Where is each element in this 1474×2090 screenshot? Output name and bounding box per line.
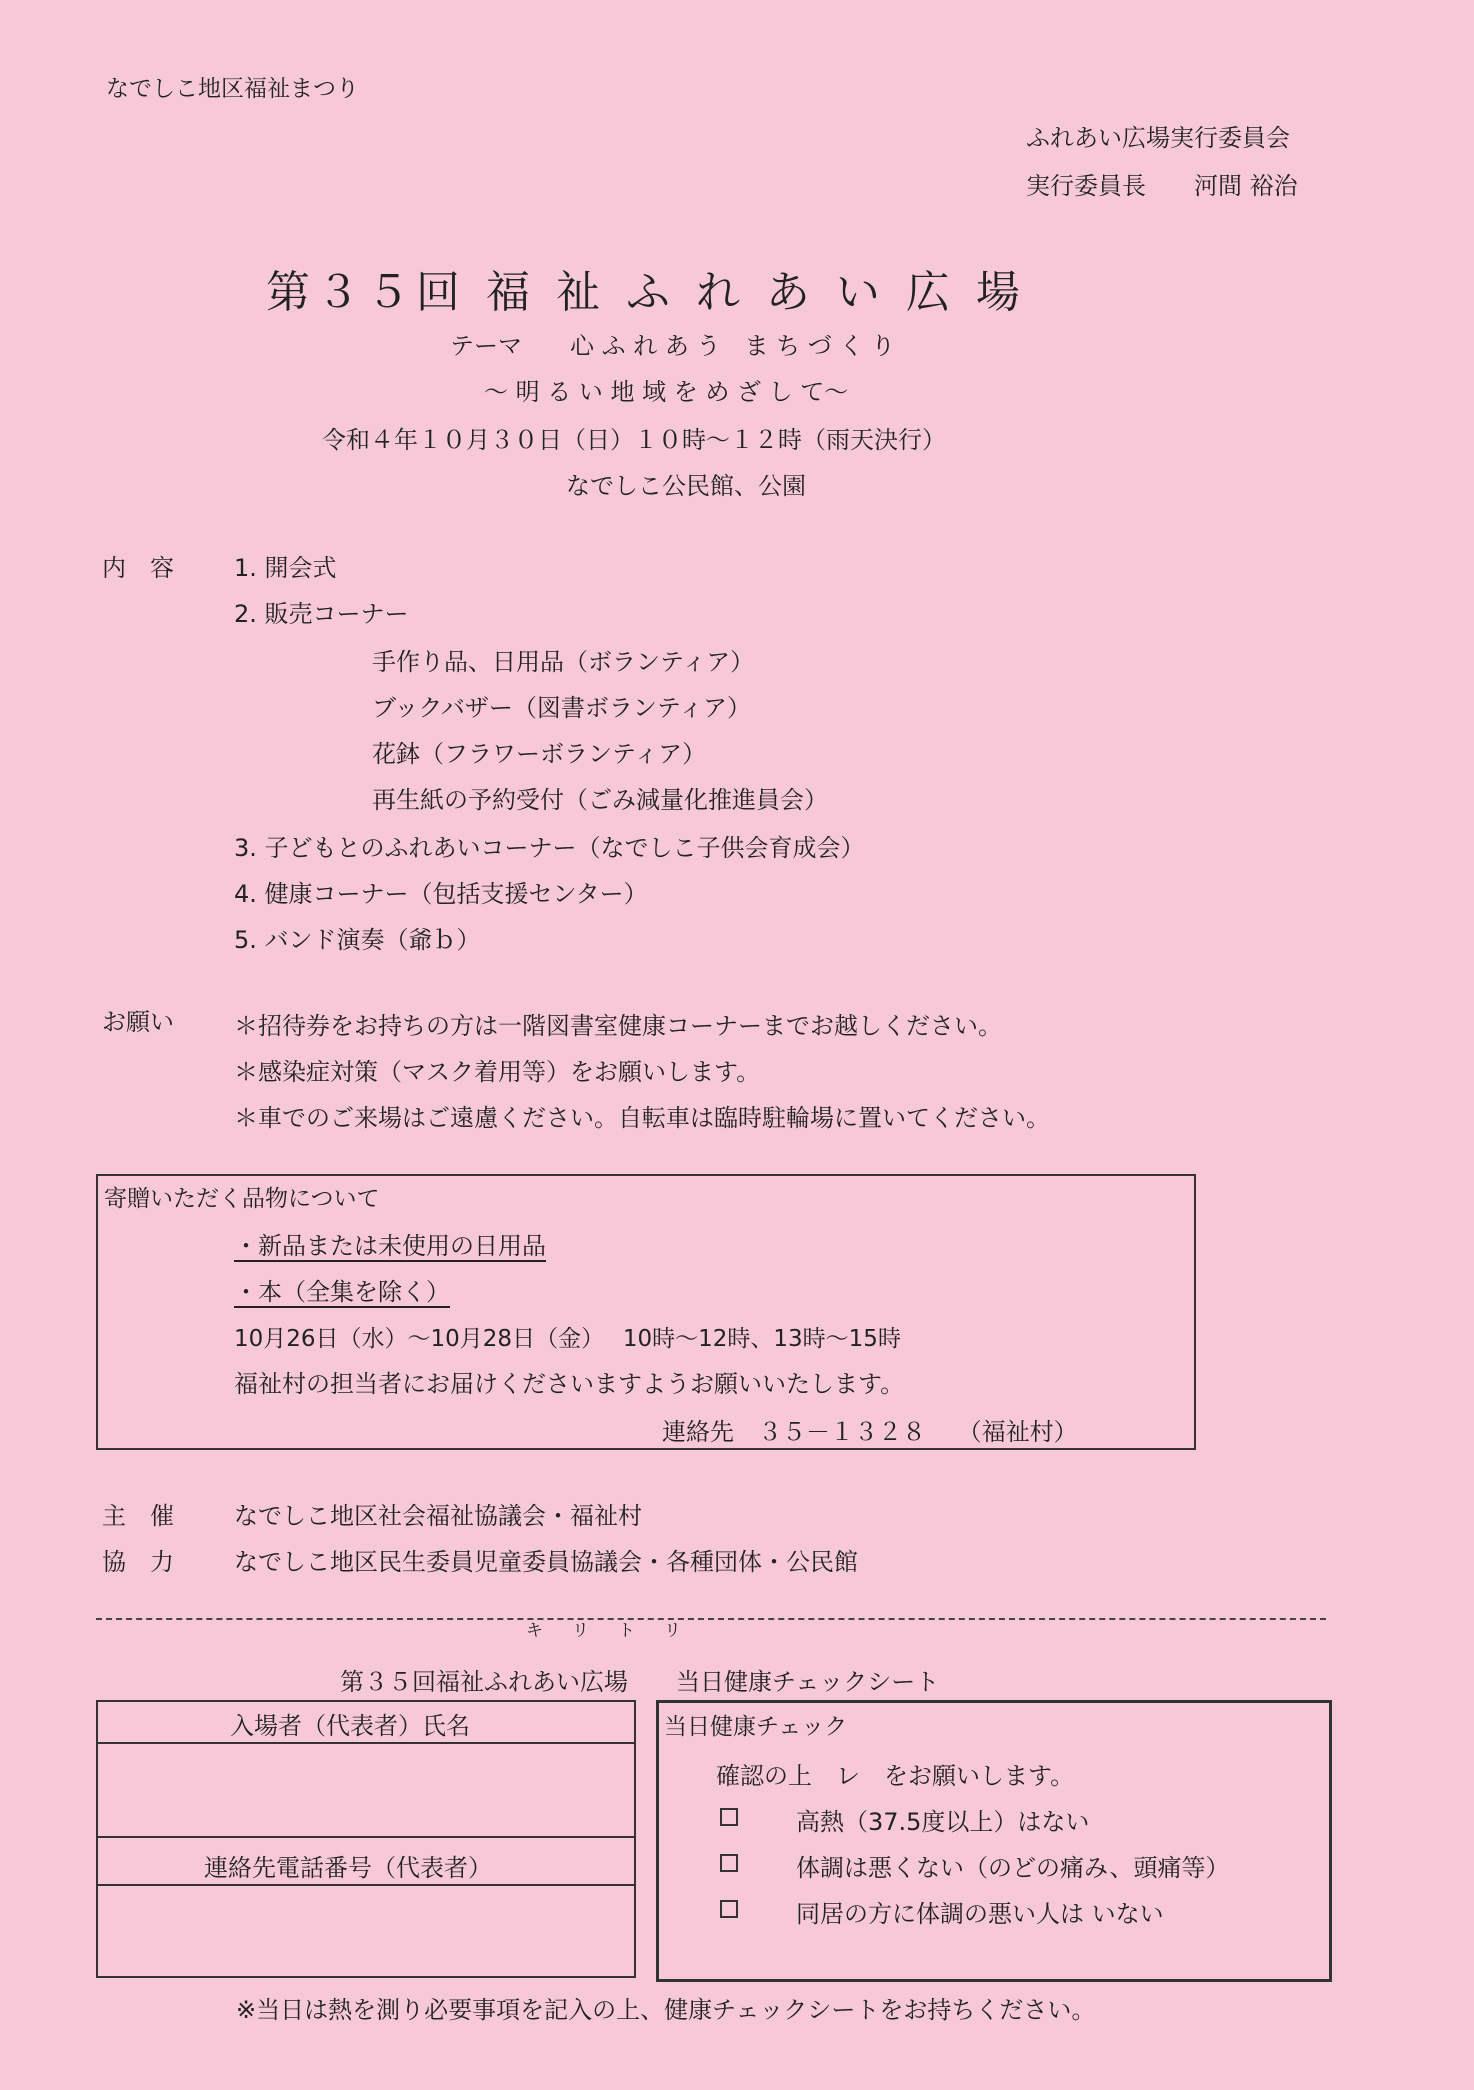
- donation-note: 福祉村の担当者にお届けくださいますようお願いいたします。: [234, 1370, 905, 1398]
- subtitle: ～ 明 る い 地 域 を め ざ し て～: [484, 378, 849, 406]
- donation-box: [96, 1174, 1196, 1450]
- phone-field[interactable]: [100, 1888, 632, 1974]
- health-check-heading: 当日健康チェック: [664, 1714, 848, 1740]
- requests-label: お願い: [102, 1008, 174, 1036]
- cut-line: [96, 1618, 1326, 1620]
- event-venue: なでしこ公民館、公園: [566, 472, 806, 500]
- checkbox-square-icon[interactable]: [720, 1808, 738, 1826]
- donation-heading: 寄贈いただく品物について: [104, 1186, 380, 1212]
- name-label: 入場者（代表者）氏名: [230, 1712, 470, 1740]
- contents-subitem: 再生紙の予約受付（ごみ減量化推進員会）: [372, 786, 828, 814]
- table-divider: [96, 1884, 636, 1886]
- table-divider: [96, 1742, 636, 1744]
- theme: テーマ 心 ふ れ あ う ま ち づ く り: [450, 332, 896, 360]
- event-datetime: 令和４年１０月３０日（日）１０時～１２時（雨天決行）: [322, 426, 946, 454]
- checkbox-square-icon[interactable]: [720, 1900, 738, 1918]
- cut-line-label: キ リ ト リ: [526, 1621, 687, 1641]
- organizer-value: なでしこ地区社会福祉協議会・福祉村: [234, 1502, 642, 1530]
- contents-label: 内 容: [102, 554, 174, 582]
- contents-item: 1. 開会式: [234, 554, 337, 582]
- contents-subitem: 花鉢（フラワーボランティア）: [372, 740, 707, 768]
- check-item: 同居の方に体調の悪い人は いない: [796, 1900, 1164, 1928]
- health-check-instruction: 確認の上 レ をお願いします。: [716, 1762, 1075, 1790]
- cooperation-value: なでしこ地区民生委員児童委員協議会・各種団体・公民館: [234, 1548, 858, 1576]
- contents-item: 2. 販売コーナー: [234, 600, 409, 628]
- contents-item: 4. 健康コーナー（包括支援センター）: [234, 880, 648, 908]
- committee-name: ふれあい広場実行委員会: [1026, 124, 1290, 152]
- health-check-box: [656, 1700, 1332, 1982]
- committee-chair: 実行委員長 河間 裕治: [1026, 172, 1298, 200]
- donation-dates: 10月26日（水）～10月28日（金） 10時～12時、13時～15時: [234, 1326, 901, 1352]
- donation-item: ・新品または未使用の日用品: [234, 1232, 546, 1260]
- request-item: ＊招待券をお持ちの方は一階図書室健康コーナーまでお越しください。: [234, 1012, 1002, 1040]
- checkbox[interactable]: [720, 1898, 738, 1918]
- contents-item: 3. 子どもとのふれあいコーナー（なでしこ子供会育成会）: [234, 834, 865, 862]
- organizer-label: 主 催: [102, 1502, 174, 1530]
- checksheet-title: 第３５回福祉ふれあい広場 当日健康チェックシート: [340, 1668, 940, 1696]
- request-item: ＊感染症対策（マスク着用等）をお願いします。: [234, 1058, 761, 1086]
- contents-item: 5. バンド演奏（爺ｂ）: [234, 926, 481, 954]
- checkbox[interactable]: [720, 1806, 738, 1826]
- request-item: ＊車でのご来場はご遠慮ください。自転車は臨時駐輪場に置いてください。: [234, 1104, 1050, 1132]
- contents-subitem: 手作り品、日用品（ボランティア）: [372, 648, 755, 676]
- event-series: なでしこ地区福祉まつり: [106, 76, 359, 102]
- checkbox[interactable]: [720, 1852, 738, 1872]
- checksheet-footer: ※当日は熱を測り必要事項を記入の上、健康チェックシートをお持ちください。: [236, 1996, 1096, 2024]
- check-item: 高熱（37.5度以上）はない: [796, 1808, 1090, 1836]
- phone-label: 連絡先電話番号（代表者）: [204, 1854, 492, 1882]
- contents-subitem: ブックバザー（図書ボランティア）: [372, 694, 751, 722]
- checkbox-square-icon[interactable]: [720, 1854, 738, 1872]
- donation-contact: 連絡先 ３５－１３２８ （福祉村）: [662, 1418, 1078, 1446]
- cooperation-label: 協 力: [102, 1548, 174, 1576]
- page-title: 第３５回 福 祉 ふ れ あ い 広 場: [266, 267, 1026, 318]
- donation-item: ・本（全集を除く）: [234, 1278, 450, 1306]
- table-divider: [96, 1836, 636, 1838]
- check-item: 体調は悪くない（のどの痛み、頭痛等）: [796, 1854, 1230, 1882]
- name-field[interactable]: [100, 1746, 632, 1832]
